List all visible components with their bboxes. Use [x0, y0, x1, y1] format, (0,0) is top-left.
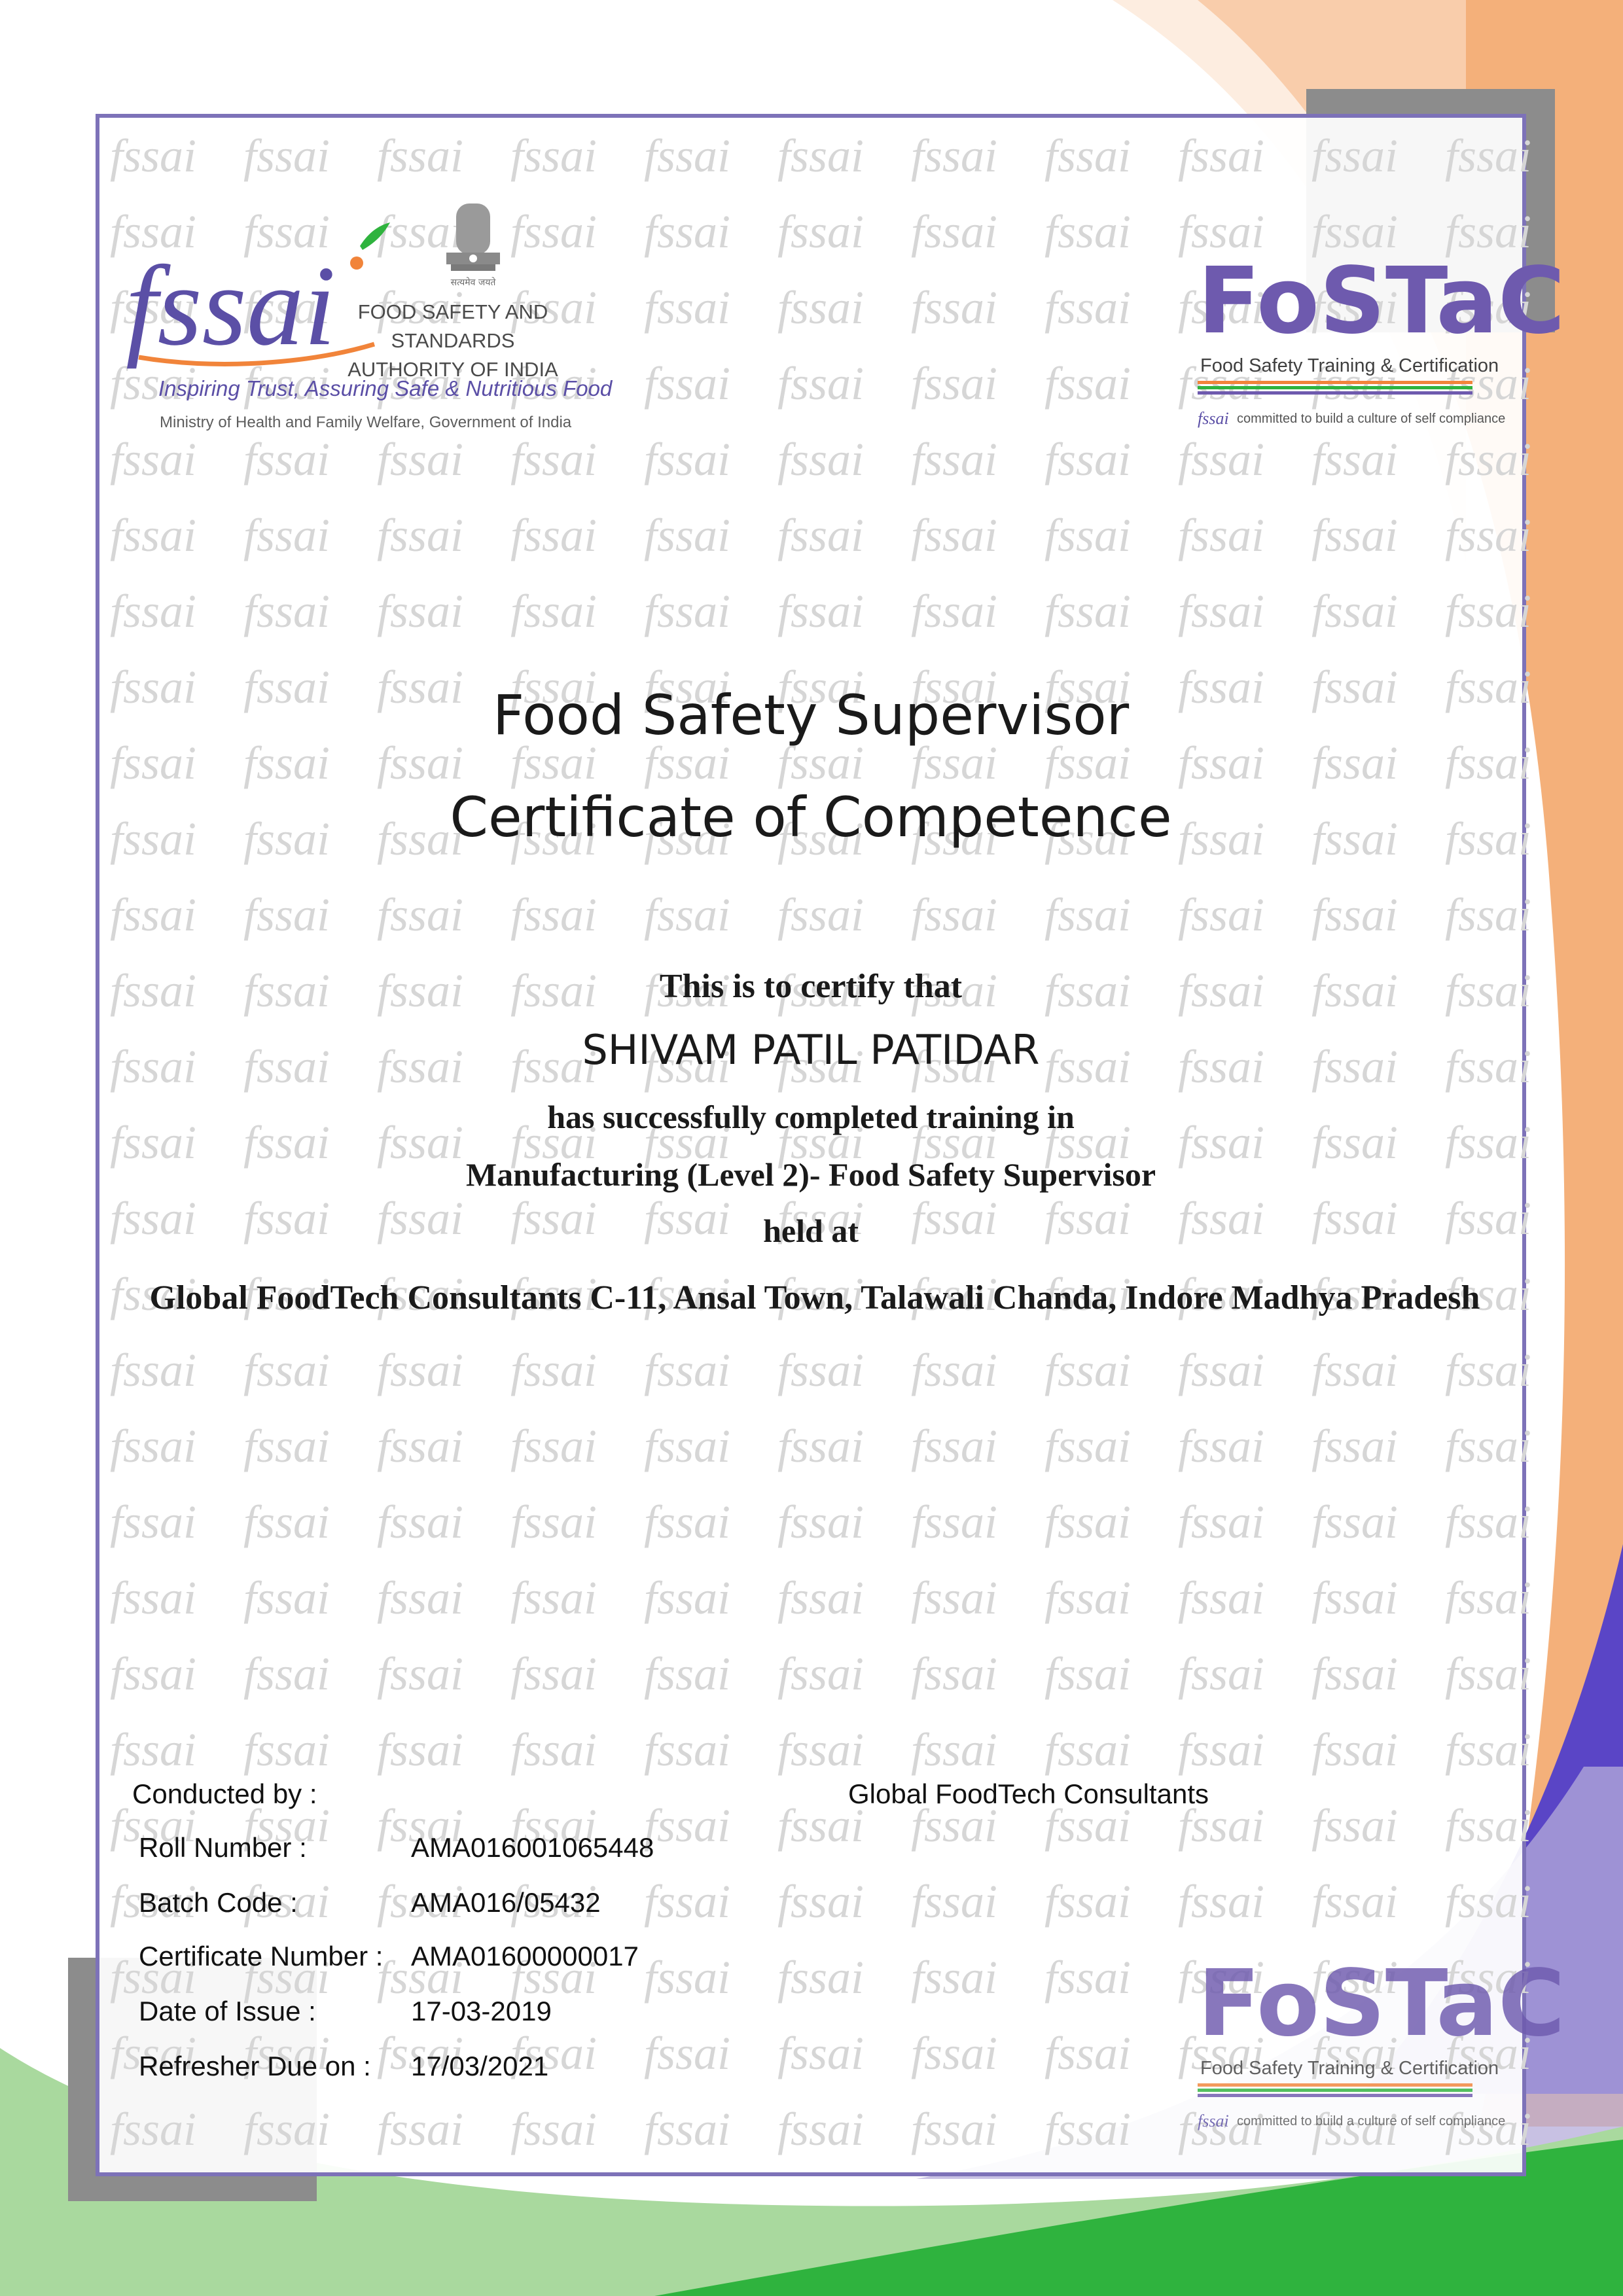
- fssai-authority-name: FOOD SAFETY AND STANDARDS AUTHORITY OF INDIA: [348, 300, 558, 381]
- roll-number-value: AMA016001065448: [411, 1832, 654, 1863]
- roll-number-label: Roll Number :: [139, 1832, 307, 1863]
- svg-text:committed to build a culture o: committed to build a culture of self compliance: [1237, 2114, 1506, 2128]
- held-at-text: held at: [763, 1212, 859, 1249]
- svg-text:fssai: fssai: [1198, 409, 1229, 428]
- recipient-name: SHIVAM PATIL PATIDAR: [582, 1026, 1040, 1074]
- svg-text:fssai: fssai: [126, 242, 336, 369]
- conducted-by-label: Conducted by :: [132, 1778, 317, 1809]
- completed-text: has successfully completed training in: [547, 1099, 1075, 1135]
- svg-text:fssai: fssai: [1198, 2111, 1229, 2130]
- certificate-title-line1: Food Safety Supervisor: [492, 683, 1130, 747]
- certificate-number-value: AMA01600000017: [411, 1941, 639, 1971]
- svg-text:Food Safety Training & Certifi: Food Safety Training & Certification: [1200, 355, 1499, 376]
- certificate-frame: [96, 114, 1565, 2176]
- certificate-details: [99, 118, 1522, 2172]
- batch-code-value: AMA016/05432: [411, 1887, 601, 1918]
- certificate-title-line2: Certificate of Competence: [450, 785, 1172, 849]
- svg-text:committed to build a culture o: committed to build a culture of self compliance: [1237, 412, 1506, 426]
- certificate-number-label: Certificate Number :: [139, 1941, 383, 1971]
- course-name: Manufacturing (Level 2)- Food Safety Supervisor: [465, 1156, 1156, 1193]
- svg-text:Food Safety Training & Certifi: Food Safety Training & Certification: [1200, 2058, 1499, 2079]
- svg-text:सत्यमेव जयते: सत्यमेव जयते: [450, 277, 496, 288]
- date-of-issue-label: Date of Issue :: [139, 1996, 316, 2026]
- conducted-by-value: Global FoodTech Consultants: [848, 1778, 1209, 1809]
- venue-address: Global FoodTech Consultants C-11, Ansal Town, Talawali Chanda, Indore Madhya Pradesh: [149, 1279, 1480, 1316]
- refresher-due-label: Refresher Due on :: [139, 2051, 371, 2081]
- fostac-logo-bottom: [1198, 1951, 1565, 2145]
- fssai-ministry: Ministry of Health and Family Welfare, Government of India: [160, 414, 572, 431]
- refresher-due-value: 17/03/2021: [411, 2051, 549, 2081]
- certify-text: This is to certify that: [659, 968, 963, 1005]
- date-of-issue-value: 17-03-2019: [411, 1996, 552, 2026]
- fssai-tagline: Inspiring Trust, Assuring Safe & Nutritious Food: [158, 376, 613, 400]
- svg-text:FoSTaC: FoSTaC: [1198, 1951, 1565, 2057]
- svg-text:FoSTaC: FoSTaC: [1198, 248, 1565, 355]
- batch-code-label: Batch Code :: [139, 1887, 298, 1918]
